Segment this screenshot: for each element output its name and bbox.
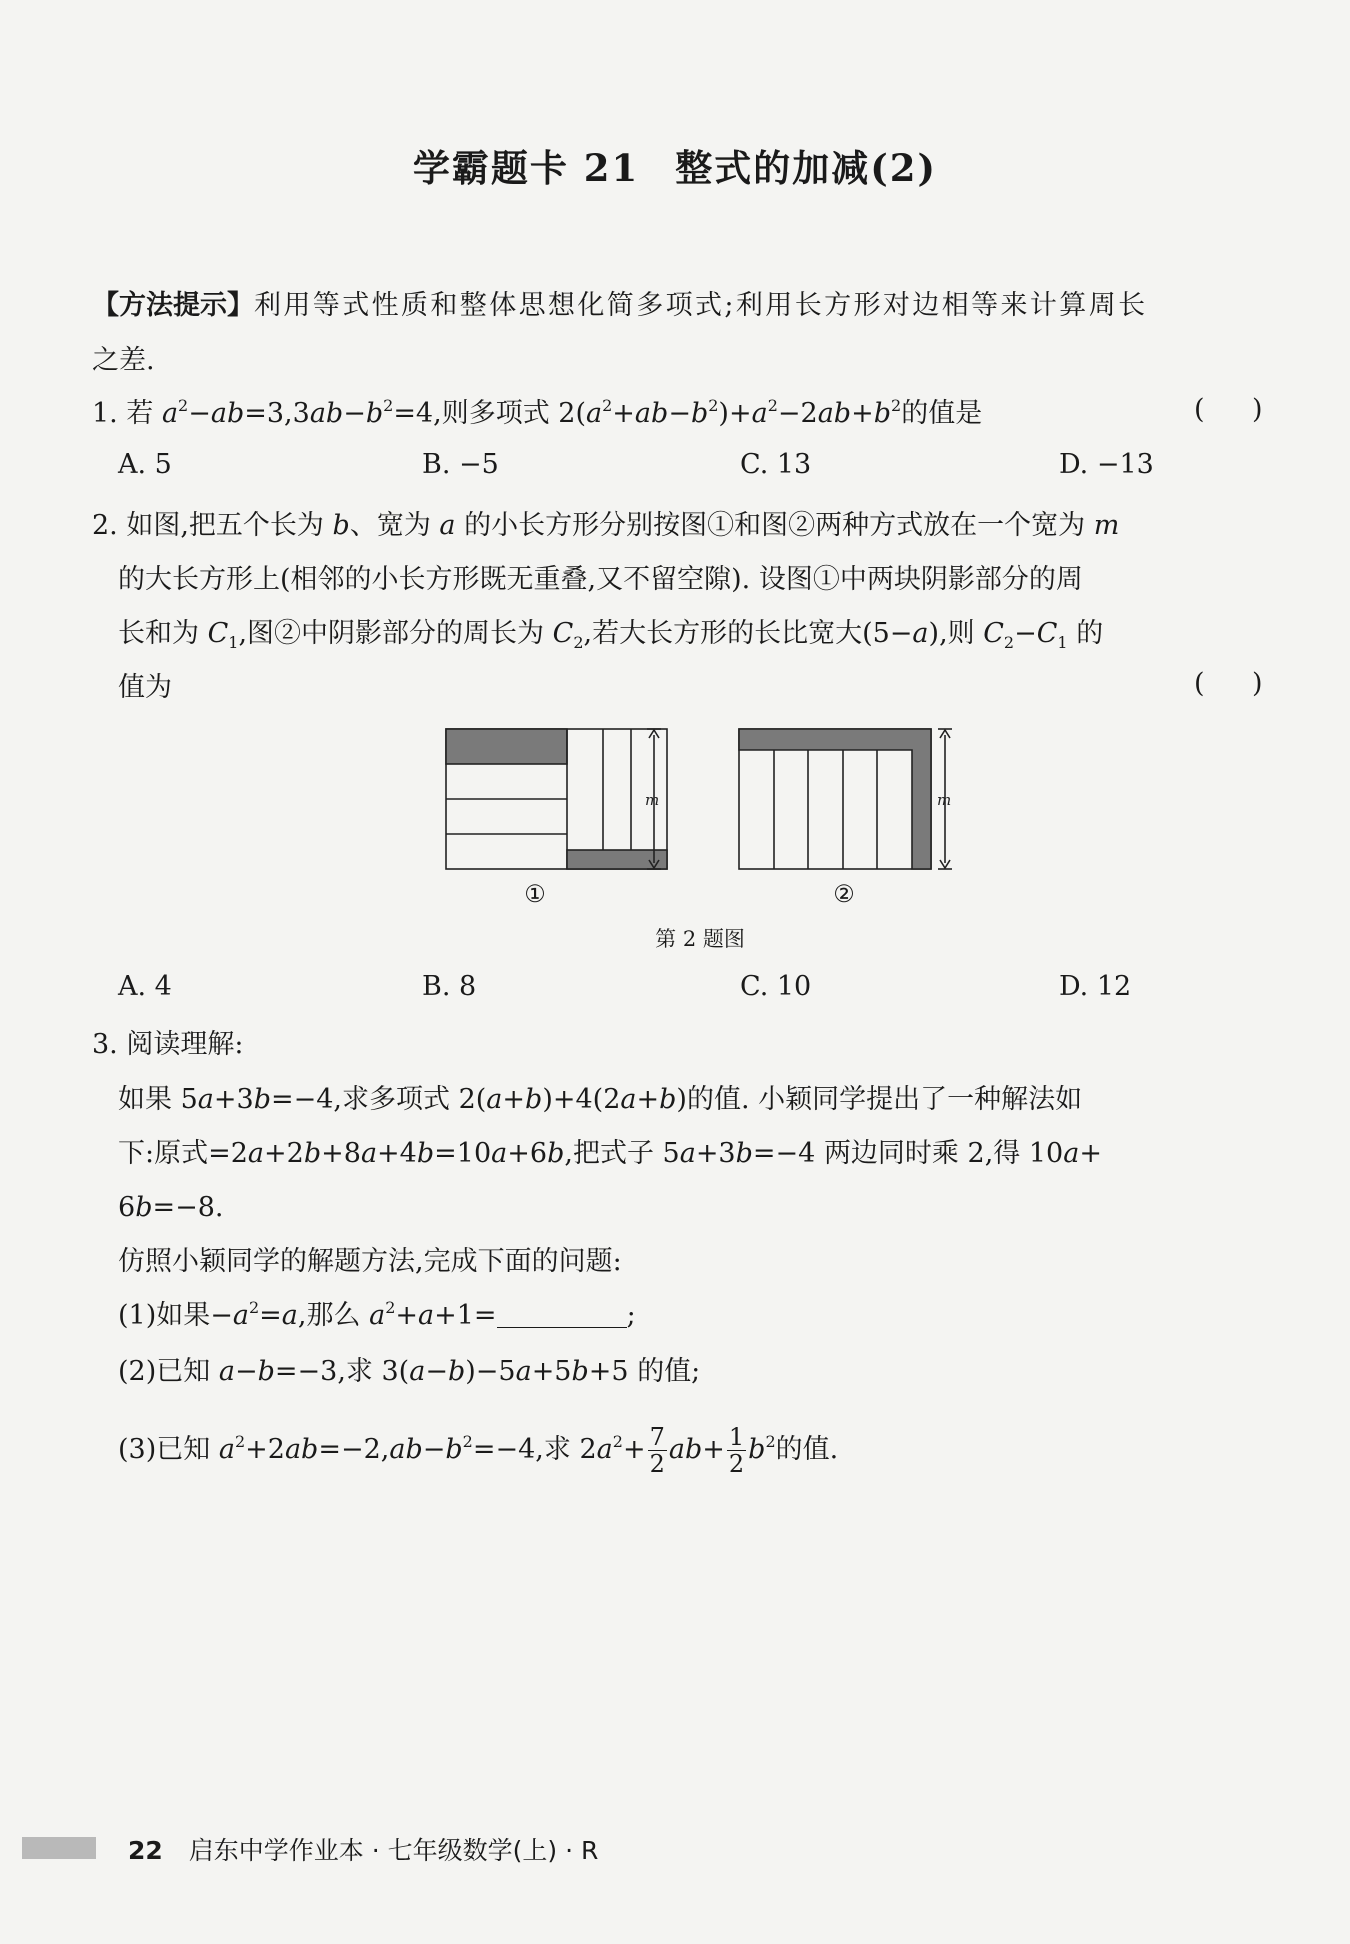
question-3-heading: 3. 阅读理解: (92, 1029, 244, 1060)
figure-2-shaded-region (739, 729, 931, 869)
q2-option-c: C. 10 (740, 971, 812, 1002)
question-3-para1: 如果 5a+3b=−4,求多项式 2(a+b)+4(2a+b)的值. 小颖同学提出了一种解法如 (118, 1084, 1083, 1115)
answer-blank[interactable] (497, 1301, 627, 1328)
question-3-part-3: (3)已知 $a^2+2ab=-2,ab-b^2=-4$,求 $2a^2+$ $\frac{7}{2}$ ab+ $\frac{1}{2}$ $b^2$的值. (118, 1423, 839, 1478)
figure-1-m-label: m (645, 791, 660, 809)
page-number: 22 (128, 1836, 163, 1865)
book-title: 启东中学作业本 · 七年级数学(上) · R (188, 1836, 599, 1865)
question-2-stem-line2: 的大长方形上(相邻的小长方形既无重叠,又不留空隙). 设图①中两块阴影部分的周 (118, 564, 1083, 595)
method-hint-label: 【方法提示】 (92, 290, 254, 321)
question-3-para2: 下:原式=2a+2b+8a+4b=10a+6b,把式子 5a+3b=−4 两边同时乘 2,得 10a+ (118, 1138, 1102, 1169)
figure-caption: 第 2 题图 (655, 927, 745, 951)
page-footer (128, 1831, 598, 1867)
question-3-part-1: (1)如果$-a^2=a$,那么 $a^2+a+1=$ ; (118, 1298, 636, 1331)
q2-option-a: A. 4 (118, 971, 172, 1002)
question-2-stem-line3: 长和为 $C_1$,图②中阴影部分的周长为 $C_2$,若大长方形的长比宽大(5−a),则 $C_2-C_1$ 的 (118, 618, 1104, 652)
q1-option-d: D. −13 (1059, 449, 1154, 480)
figure-2-label: ② (833, 880, 855, 908)
question-2-stem-line1: 2. 如图,把五个长为 b、宽为 a 的小长方形分别按图①和图②两种方式放在一个宽为 m (92, 510, 1120, 541)
question-1-answer-bracket: ( ) (1194, 394, 1263, 425)
question-3-para3: 6b=−8. (118, 1192, 224, 1223)
question-3-instruction: 仿照小颖同学的解题方法,完成下面的问题: (118, 1246, 622, 1277)
figure-1 (446, 729, 667, 869)
q2-option-b: B. 8 (422, 971, 477, 1002)
fraction-one-half: $\frac{1}{2}$ (728, 1423, 745, 1478)
q2-option-d: D. 12 (1059, 971, 1132, 1002)
title-card-number: 学霸题卡 21 (412, 146, 640, 190)
footer-decoration-bar (22, 1837, 96, 1859)
question-2-stem-line4: 值为 (118, 672, 172, 703)
question-3-part-2: (2)已知 a−b=−3,求 3(a−b)−5a+5b+5 的值; (118, 1356, 701, 1387)
title-topic: 整式的加减(2) (675, 146, 938, 190)
q1-option-c: C. 13 (740, 449, 812, 480)
fraction-seven-halves: $\frac{7}{2}$ (649, 1423, 665, 1478)
q1-option-b: B. −5 (422, 449, 499, 480)
figure-2-m-label: m (937, 791, 952, 809)
q1-option-a: A. 5 (118, 449, 172, 480)
method-hint-continued: 之差. (92, 345, 155, 376)
question-1-stem: 1. 若 $a^2-ab=3,3ab-b^2=4$,则多项式 $2(a^2+ab-b^2)+a^2-2ab+b^2$的值是 (92, 396, 983, 429)
figure-1-label: ① (524, 880, 546, 908)
figure-2 (739, 729, 952, 869)
figure-1-shaded-top (446, 729, 567, 764)
question-2-answer-bracket: ( ) (1194, 668, 1263, 699)
method-hint-text: 利用等式性质和整体思想化简多项式;利用长方形对边相等来计算周长 (254, 290, 1148, 321)
